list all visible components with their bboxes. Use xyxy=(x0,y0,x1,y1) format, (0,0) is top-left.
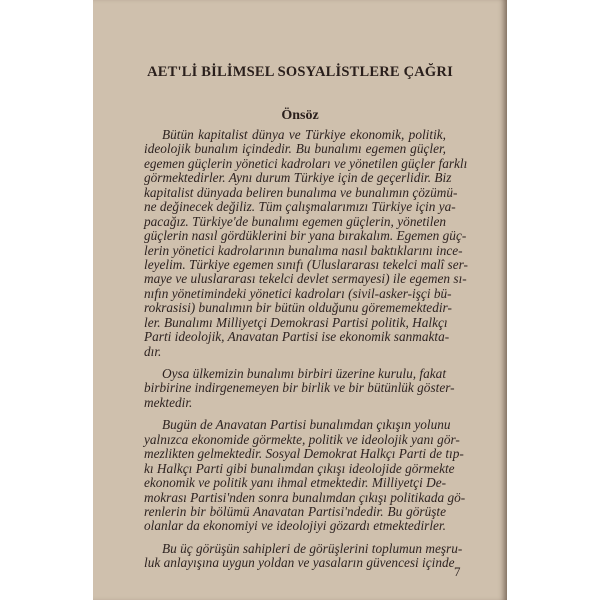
paragraph xyxy=(144,417,466,534)
text-line: birbirine indirgenemeyen bir birlik ve bir bütünlük göster- xyxy=(144,380,455,396)
text-line: kapitalist dünyada beliren bunalıma ve bunalımın çözümü- xyxy=(144,184,458,200)
text-line: lerin yönetici kadrolarının bunalıma nasıl baktıklarını ince- xyxy=(144,242,463,258)
text-line: ekonomik ve politik yanı ihmal etmektedir. Milliyetçi De- xyxy=(144,475,447,491)
text-line: renlerin bir bölümü Anavatan Partisi'ndedir. Bu görüşte xyxy=(144,503,446,519)
text-line: mokrası Partisi'nden sonra bunalımdan çıkışı politikada gö- xyxy=(144,489,466,505)
text-line: güçlerin nasıl gördüklerini bir yana bırakalım. Egemen güç- xyxy=(144,228,467,244)
text-line: Bu üç görüşün sahipleri de görüşlerini toplumun meşru- xyxy=(162,540,463,556)
text-line: nıfın yönetimindeki yönetici kadroları (sivil-asker-işçi bü- xyxy=(144,285,452,301)
paragraph xyxy=(144,127,468,359)
text-line: Oysa ülkemizin bunalımı birbiri üzerine kurulu, fakat xyxy=(162,366,447,381)
text-line: kı Halkçı Parti gibi bunalımdan çıkışı ideolojide görmekte xyxy=(144,460,455,476)
text-line: Bugün de Anavatan Partisi bunalımdan çıkışın yolunu xyxy=(162,417,451,433)
body-text xyxy=(144,127,468,571)
text-line: yalnızca ekonomide görmekte, politik ve ideolojik yanı gör- xyxy=(144,431,460,447)
text-line: leyelim. Türkiye egemen sınıfı (Uluslararası tekelci malî ser- xyxy=(144,256,468,272)
text-line: egemen güçlerin yönetici kadroları ve yönetilen güçler farklı xyxy=(144,155,468,171)
page-number: 7 xyxy=(454,564,461,579)
paragraph xyxy=(144,366,455,410)
text-line: ler. Bunalımı Milliyetçi Demokrasi Partisi politik, Halkçı xyxy=(144,314,448,330)
text-line: Bütün kapitalist dünya ve Türkiye ekonomik, politik, xyxy=(162,127,446,142)
book-page xyxy=(93,0,507,600)
text-line: Parti ideolojik, Anavatan Partisi ise ekonomik sanmakta- xyxy=(144,329,450,345)
text-line: pacağız. Türkiye'de bunalımı egemen güçlerin, yönetilen xyxy=(144,213,446,229)
text-line: ne değinecek değiliz. Tüm çalışmalarımızı Türkiye için ya- xyxy=(144,199,456,215)
paragraph xyxy=(144,540,463,571)
text-line: olanlar da ekonomiyi ve ideolojiyi gözardı etmektedirler. xyxy=(144,518,446,534)
text-line: mektedir. xyxy=(144,394,193,410)
text-line: rokrasisi) bunalımın bir bütün olduğunu görememektedir- xyxy=(144,300,452,316)
section-heading: Önsöz xyxy=(281,108,319,123)
text-line: maye ve uluslararası tekelci devlet sermayesi) ile egemen sı- xyxy=(144,271,467,287)
text-line: mezlikten gelmektedir. Sosyal Demokrat Halkçı Parti de tıp- xyxy=(144,446,464,462)
text-line: luk anlayışına uygun yoldan ve yasaların güvencesi içinde xyxy=(144,555,455,571)
chapter-title: AET'Lİ BİLİMSEL SOSYALİSTLERE ÇAĞRI xyxy=(147,64,453,80)
text-line: dır. xyxy=(144,343,162,359)
text-line: ideolojik bunalım içindedir. Bu bunalımı egemen güçler, xyxy=(144,141,446,157)
text-line: görmektedirler. Aynı durum Türkiye için de geçerlidir. Biz xyxy=(144,170,452,186)
